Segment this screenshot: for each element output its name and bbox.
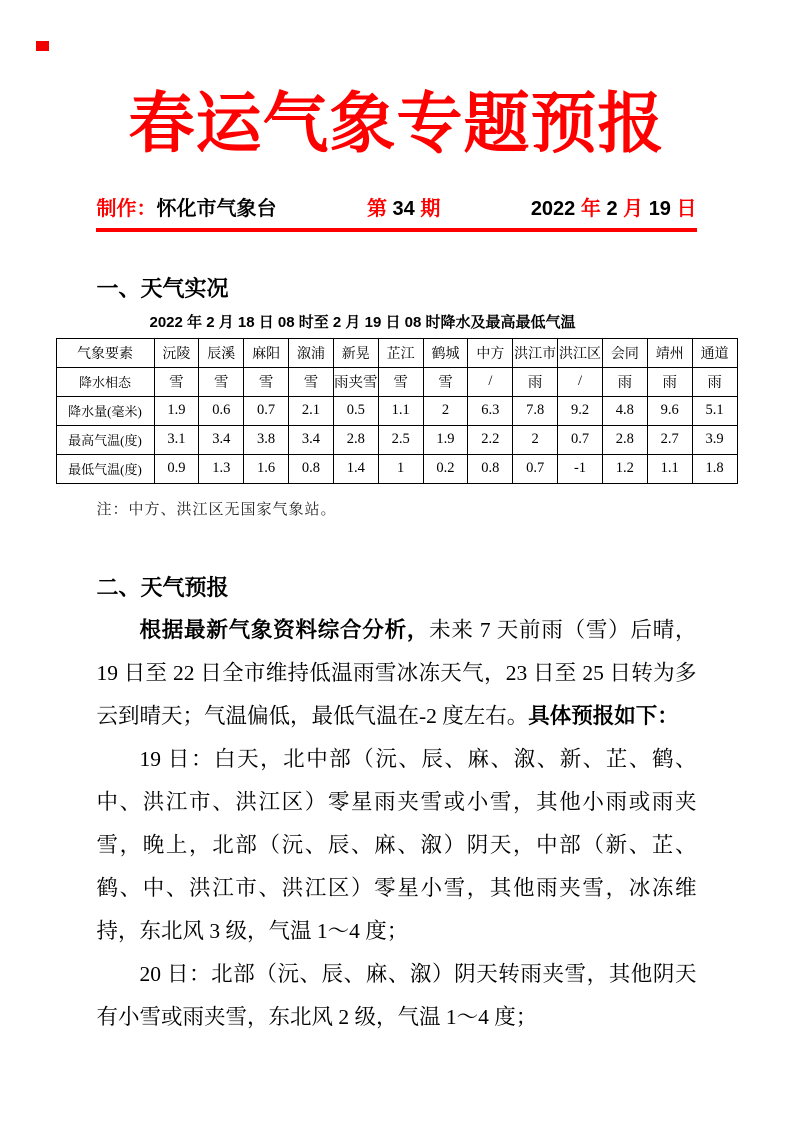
text-run: 期 bbox=[414, 197, 441, 220]
table-cell: 3.4 bbox=[289, 425, 334, 454]
table-header-cell: 新晃 bbox=[333, 338, 378, 367]
forecast-day19-paragraph bbox=[97, 738, 697, 953]
red-corner-mark bbox=[36, 41, 49, 51]
table-header-cell: 芷江 bbox=[378, 338, 423, 367]
text-run: 2 bbox=[606, 197, 618, 220]
table-cell: 2.7 bbox=[647, 425, 692, 454]
table-cell: 1.4 bbox=[333, 454, 378, 483]
table-cell: 2.2 bbox=[468, 425, 513, 454]
table-cell: 雪 bbox=[244, 367, 289, 396]
table-header-cell: 通道 bbox=[692, 338, 737, 367]
table-cell: 2.8 bbox=[602, 425, 647, 454]
forecast-intro-paragraph bbox=[97, 609, 697, 738]
table-cell: 1.2 bbox=[602, 454, 647, 483]
table-cell: 1 bbox=[378, 454, 423, 483]
table-cell: 4.8 bbox=[602, 396, 647, 425]
producer bbox=[97, 192, 277, 221]
row-label-cell: 降水量(毫米) bbox=[56, 396, 154, 425]
table-row bbox=[56, 454, 737, 483]
text-run: 2022 bbox=[530, 197, 576, 220]
text-run: 怀化市气象台 bbox=[156, 197, 277, 220]
table-cell: 0.8 bbox=[289, 454, 334, 483]
text-run: 第 bbox=[366, 197, 393, 220]
table-cell: 1.3 bbox=[199, 454, 244, 483]
table-cell: 3.8 bbox=[244, 425, 289, 454]
table-cell: 雨 bbox=[692, 367, 737, 396]
text-run: 年 bbox=[575, 197, 607, 220]
table-cell: 雪 bbox=[154, 367, 199, 396]
table-cell: 1.1 bbox=[378, 396, 423, 425]
text-run: 月 bbox=[617, 197, 649, 220]
text-run: 20 日：北部（沅、辰、麻、溆）阴天转雨夹雪，其他阴天有小雪或雨夹雪，东北风 2 级，气温 1～4 度； bbox=[96, 961, 697, 1029]
table-row bbox=[56, 367, 737, 396]
table-header-cell: 沅陵 bbox=[154, 338, 199, 367]
doc-title: 春运气象专题预报 bbox=[128, 88, 665, 161]
table-row bbox=[56, 425, 737, 454]
table-cell: 9.2 bbox=[558, 396, 603, 425]
row-label-cell: 最低气温(度) bbox=[56, 454, 154, 483]
publish-date bbox=[531, 192, 697, 221]
table-cell: 2 bbox=[513, 425, 558, 454]
table-cell: 0.6 bbox=[199, 396, 244, 425]
table-header-row bbox=[56, 338, 737, 367]
table-cell: 9.6 bbox=[647, 396, 692, 425]
table-cell: 0.2 bbox=[423, 454, 468, 483]
table-cell: 2.8 bbox=[333, 425, 378, 454]
row-label-cell: 最高气温(度) bbox=[56, 425, 154, 454]
table-cell: 5.1 bbox=[692, 396, 737, 425]
table-header-cell: 气象要素 bbox=[56, 338, 154, 367]
text-run: 未来 7 天前雨（雪）后晴，19 日至 22 日全市维持低温雨雪冰冻天气，23 日至 25 日转为多云到晴天；气温偏低，最低气温在-2 度左右。 bbox=[96, 617, 697, 728]
table-header-cell: 麻阳 bbox=[244, 338, 289, 367]
table-cell: 1.1 bbox=[647, 454, 692, 483]
text-run: 19 日：白天，北中部（沅、辰、麻、溆、新、芷、鹤、中、洪江市、洪江区）零星雨夹雪或小雪，其他小雨或雨夹雪，晚上，北部（沅、辰、麻、溆）阴天，中部（新、芷、鹤、中、洪江市、洪江区）零星小雪，其他雨夹雪，冰冻维持，东北风 3 级，气温 1～4 度； bbox=[96, 746, 697, 943]
table-header-cell: 溆浦 bbox=[289, 338, 334, 367]
table-cell: 0.7 bbox=[513, 454, 558, 483]
text-run: 日 bbox=[670, 197, 697, 220]
table-cell: 3.9 bbox=[692, 425, 737, 454]
section2-heading: 二、天气预报 bbox=[96, 574, 229, 600]
meta-line bbox=[97, 192, 697, 221]
table-note: 注：中方、洪江区无国家气象站。 bbox=[96, 501, 337, 518]
table-header-cell: 靖州 bbox=[647, 338, 692, 367]
table-cell: 1.9 bbox=[154, 396, 199, 425]
table-cell: 0.8 bbox=[468, 454, 513, 483]
table-header-cell: 洪江市 bbox=[513, 338, 558, 367]
table-cell: 雨 bbox=[602, 367, 647, 396]
table-cell: 2.5 bbox=[378, 425, 423, 454]
text-run: 根据最新气象资料综合分析， bbox=[139, 617, 430, 642]
table-cell: -1 bbox=[558, 454, 603, 483]
table-cell: 雪 bbox=[289, 367, 334, 396]
table-cell: 雨 bbox=[647, 367, 692, 396]
table-cell: 7.8 bbox=[513, 396, 558, 425]
table-cell: 3.1 bbox=[154, 425, 199, 454]
table-cell: 0.7 bbox=[244, 396, 289, 425]
table-cell: 2.1 bbox=[289, 396, 334, 425]
table-header-cell: 辰溪 bbox=[199, 338, 244, 367]
weather-table bbox=[56, 338, 738, 484]
table-cell: 3.4 bbox=[199, 425, 244, 454]
table-cell: 2 bbox=[423, 396, 468, 425]
table-header-cell: 鹤城 bbox=[423, 338, 468, 367]
table-row bbox=[56, 396, 737, 425]
table-cell: / bbox=[468, 367, 513, 396]
table-cell: 雨夹雪 bbox=[333, 367, 378, 396]
table-cell: 1.8 bbox=[692, 454, 737, 483]
section1-heading: 一、天气实况 bbox=[96, 275, 229, 301]
table-title: 2022 年 2 月 18 日 08 时至 2 月 19 日 08 时降水及最高最低气温 bbox=[149, 313, 576, 331]
text-run: 19 bbox=[648, 197, 671, 220]
table-cell: 6.3 bbox=[468, 396, 513, 425]
header-rule bbox=[96, 228, 697, 232]
table-cell: 雪 bbox=[199, 367, 244, 396]
table-cell: 0.5 bbox=[333, 396, 378, 425]
table-header-cell: 中方 bbox=[468, 338, 513, 367]
forecast-day20-paragraph bbox=[97, 953, 697, 1039]
text-run: 具体预报如下： bbox=[528, 703, 679, 728]
table-cell: 1.6 bbox=[244, 454, 289, 483]
table-cell: / bbox=[558, 367, 603, 396]
table-cell: 雪 bbox=[378, 367, 423, 396]
table-cell: 0.9 bbox=[154, 454, 199, 483]
issue-number bbox=[367, 192, 440, 221]
table-cell: 0.7 bbox=[558, 425, 603, 454]
row-label-cell: 降水相态 bbox=[56, 367, 154, 396]
table-cell: 1.9 bbox=[423, 425, 468, 454]
table-cell: 雪 bbox=[423, 367, 468, 396]
table-cell: 雨 bbox=[513, 367, 558, 396]
table-header-cell: 洪江区 bbox=[558, 338, 603, 367]
text-run: 34 bbox=[392, 197, 415, 220]
text-run: 制作： bbox=[96, 197, 157, 220]
table-header-cell: 会同 bbox=[602, 338, 647, 367]
